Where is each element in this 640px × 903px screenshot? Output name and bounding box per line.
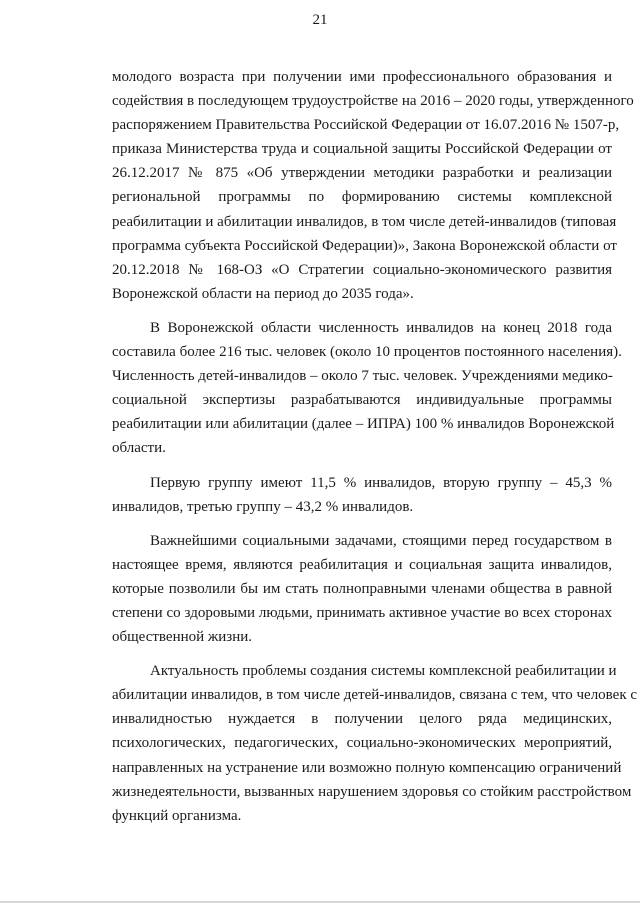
text-line: программа субъекта Российской Федерации)», Закона Воронежской области от [112, 237, 617, 254]
text-line: реабилитации и абилитации инвалидов, в том числе детей-инвалидов (типовая [112, 213, 617, 230]
text-line: составила более 216 тыс. человек (около 10 процентов постоянного населения). [112, 344, 622, 361]
paragraph [112, 316, 622, 461]
text-line: области. [112, 440, 166, 457]
text-line: психологических, педагогических, социально-экономических мероприятий, [112, 735, 612, 752]
text-line: молодого возраста при получении ими профессионального образования и [112, 69, 612, 85]
page-number: 21 [312, 12, 328, 28]
text-line: инвалидов, третью группу – 43,2 % инвалидов. [112, 498, 414, 515]
paragraph-gap [112, 649, 612, 659]
text-line: Актуальность проблемы создания системы комплексной реабилитации и [150, 663, 617, 680]
document-body [112, 65, 638, 828]
text-line: реабилитации или абилитации (далее – ИПРА) 100 % инвалидов Воронежской [112, 416, 615, 433]
text-line: Воронежской области на период до 2035 года». [112, 285, 414, 302]
text-line: степени со здоровыми людьми, принимать активное участие во всех сторонах [112, 604, 612, 621]
text-line: Важнейшими социальными задачами, стоящими перед государством в [150, 532, 612, 549]
text-line: В Воронежской области численность инвалидов на конец 2018 года [150, 319, 612, 336]
paragraph-gap [112, 519, 612, 529]
paragraph [112, 65, 634, 306]
text-line: приказа Министерства труда и социальной защиты Российской Федерации от [112, 141, 612, 158]
text-line: региональной программы по формированию системы комплексной [112, 189, 612, 206]
paragraph-gap [112, 306, 612, 316]
text-line: содействия в последующем трудоустройстве на 2016 – 2020 годы, утвержденного [112, 93, 634, 110]
text-line: общественной жизни. [112, 629, 253, 646]
paragraph [112, 471, 612, 519]
text-line: настоящее время, являются реабилитация и социальная защита инвалидов, [112, 556, 612, 573]
paragraph [112, 659, 638, 828]
text-line: функций организма. [112, 807, 242, 824]
paragraph-gap [112, 461, 612, 471]
paragraph [112, 529, 612, 649]
text-line: направленных на устранение или возможно полную компенсацию ограничений [112, 759, 622, 776]
text-line: Численность детей-инвалидов – около 7 тыс. человек. Учреждениями медико- [112, 368, 613, 385]
text-line: 20.12.2018 № 168-ОЗ «О Стратегии социально-экономического развития [112, 261, 612, 278]
text-line: социальной экспертизы разрабатываются индивидуальные программы [112, 392, 612, 409]
text-line: абилитации инвалидов, в том числе детей-инвалидов, связана с тем, что человек с [112, 687, 638, 704]
text-line: которые позволили бы им стать полноправными членами общества в равной [112, 580, 612, 597]
text-line: Первую группу имеют 11,5 % инвалидов, вторую группу – 45,3 % [150, 474, 612, 491]
text-line: инвалидностью нуждается в получении целого ряда медицинских, [112, 711, 612, 728]
text-line: распоряжением Правительства Российской Федерации от 16.07.2016 № 1507-р, [112, 117, 620, 134]
text-line: жизнедеятельности, вызванных нарушением здоровья со стойким расстройством [112, 783, 632, 800]
text-line: 26.12.2017 № 875 «Об утверждении методики разработки и реализации [112, 165, 612, 182]
